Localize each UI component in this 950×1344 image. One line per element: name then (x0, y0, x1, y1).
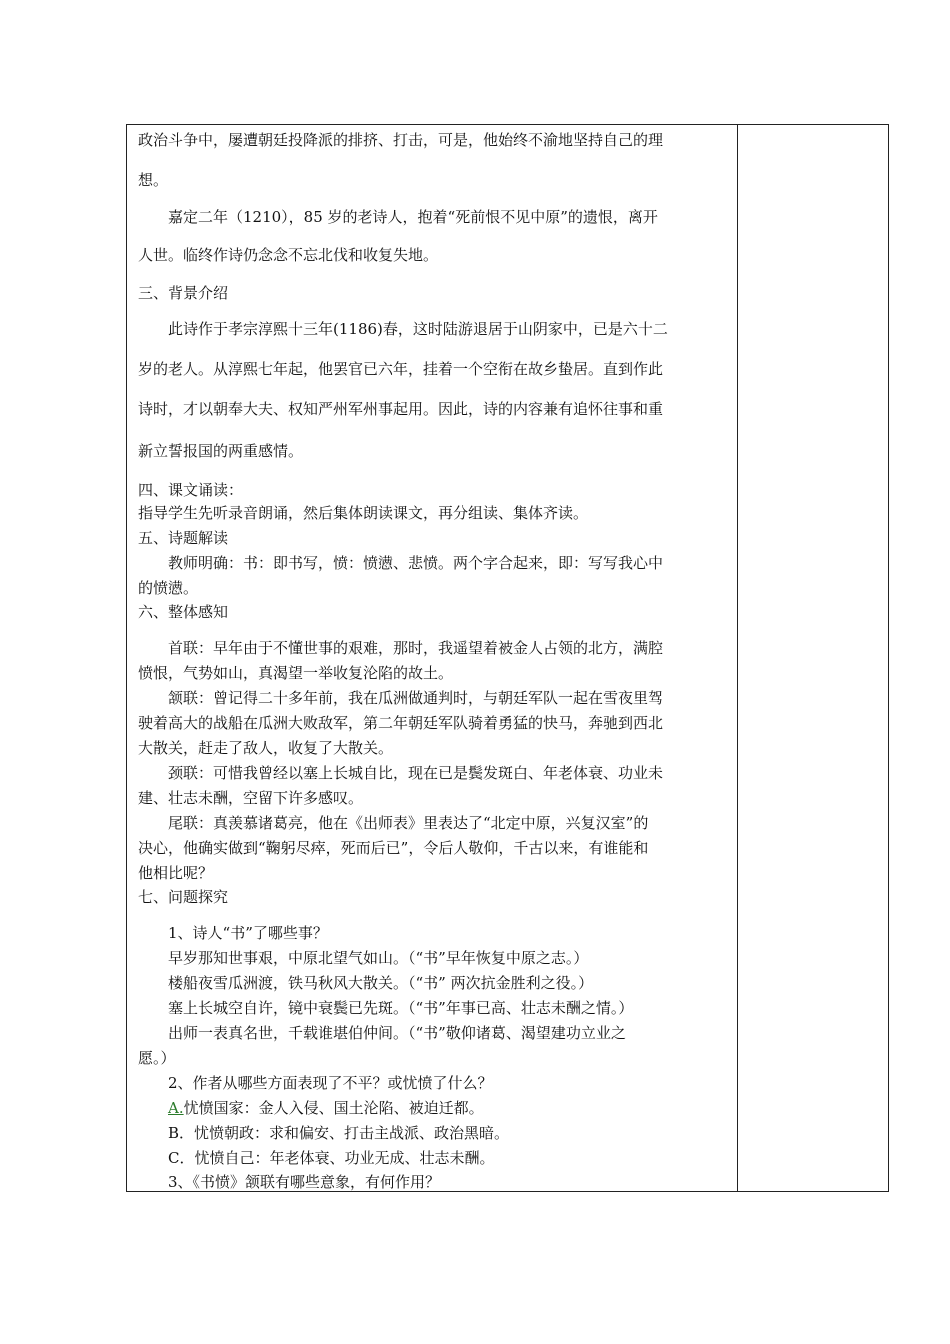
text-line: 建、壮志未酬，空留下许多感叹。 (138, 789, 364, 807)
text-line: 出师一表真名世，千载谁堪伯仲间。（“书”敬仰诸葛、渴望建功立业之 (168, 1024, 626, 1042)
text-line: 颔联：曾记得二十多年前，我在瓜洲做通判时，与朝廷军队一起在雪夜里驾 (168, 689, 664, 707)
text-line: 想。 (138, 171, 169, 189)
text-line: 新立誓报国的两重感情。 (138, 442, 304, 460)
section-heading: 六、整体感知 (138, 603, 229, 621)
text-line: 他相比呢？ (138, 864, 214, 882)
text-line: 岁的老人。从淳熙七年起，他罢官已六年，挂着一个空衔在故乡蛰居。直到作此 (138, 360, 664, 378)
text-line: 塞上长城空自许，镜中衰鬓已先斑。（“书”年事已高、壮志未酬之情。） (168, 999, 634, 1017)
column-divider (737, 125, 738, 1191)
text-line: 早岁那知世事艰，中原北望气如山。（“书”早年恢复中原之志。） (168, 949, 589, 967)
text-line: 政治斗争中，屡遭朝廷投降派的排挤、打击，可是，他始终不渝地坚持自己的理 (138, 131, 664, 149)
text-line: 决心，他确实做到“鞠躬尽瘁，死而后已”，令后人敬仰，千古以来，有谁能和 (138, 839, 649, 857)
text-line: C．忧愤自己：年老体衰、功业无成、壮志未酬。 (168, 1149, 495, 1167)
question: 3、《书愤》颔联有哪些意象，有何作用？ (168, 1173, 441, 1191)
text-line: 教师明确：书：即书写，愤：愤懑、悲愤。两个字合起来，即：写写我心中 (168, 554, 664, 572)
text-line: 指导学生先听录音朗诵，然后集体朗读课文，再分组读、集体齐读。 (138, 504, 589, 522)
text-line: 大散关，赶走了敌人，收复了大散关。 (138, 739, 394, 757)
text-line: B．忧愤朝政：求和偏安、打击主战派、政治黑暗。 (168, 1124, 510, 1142)
text-line: 愤恨，气势如山，真渴望一举收复沦陷的故土。 (138, 664, 454, 682)
text-line: 此诗作于孝宗淳熙十三年(1186)春，这时陆游退居于山阴家中，已是六十二 (168, 320, 668, 338)
text-line: 颈联：可惜我曾经以塞上长城自比，现在已是鬓发斑白、年老体衰、功业未 (168, 764, 664, 782)
text-line: 尾联：真羡慕诸葛亮，他在《出师表》里表达了“北定中原，兴复汉室”的 (168, 814, 649, 832)
text-line: 首联：早年由于不懂世事的艰难，那时，我遥望着被金人占领的北方，满腔 (168, 639, 664, 657)
text-line: 的愤懑。 (138, 579, 199, 597)
section-heading: 四、课文诵读： (138, 481, 244, 499)
text-line: 愿。） (138, 1049, 176, 1067)
text-line: 驶着高大的战船在瓜洲大败敌军，第二年朝廷军队骑着勇猛的快马，奔驰到西北 (138, 714, 664, 732)
text-line (138, 1098, 484, 1118)
question: 2、作者从哪些方面表现了不平？或忧愤了什么？ (168, 1074, 493, 1092)
text-line: 楼船夜雪瓜洲渡，铁马秋风大散关。（“书” 两次抗金胜利之役。） (168, 974, 594, 992)
section-heading: 三、背景介绍 (138, 284, 229, 302)
option-marker-a: A. (168, 1099, 184, 1117)
lesson-table (126, 124, 889, 1192)
section-heading: 五、诗题解读 (138, 529, 229, 547)
text-line: 嘉定二年（1210），85 岁的老诗人，抱着“死前恨不见中原”的遗恨，离开 (168, 208, 658, 226)
text-line: 人世。临终作诗仍念念不忘北伐和收复失地。 (138, 246, 439, 264)
section-heading: 七、问题探究 (138, 888, 229, 906)
text-line: 诗时，才以朝奉大夫、权知严州军州事起用。因此，诗的内容兼有追怀往事和重 (138, 400, 664, 418)
question: 1、诗人“书”了哪些事？ (168, 924, 328, 942)
option-a-text: 忧愤国家：金人入侵、国土沦陷、被迫迁都。 (183, 1099, 484, 1117)
